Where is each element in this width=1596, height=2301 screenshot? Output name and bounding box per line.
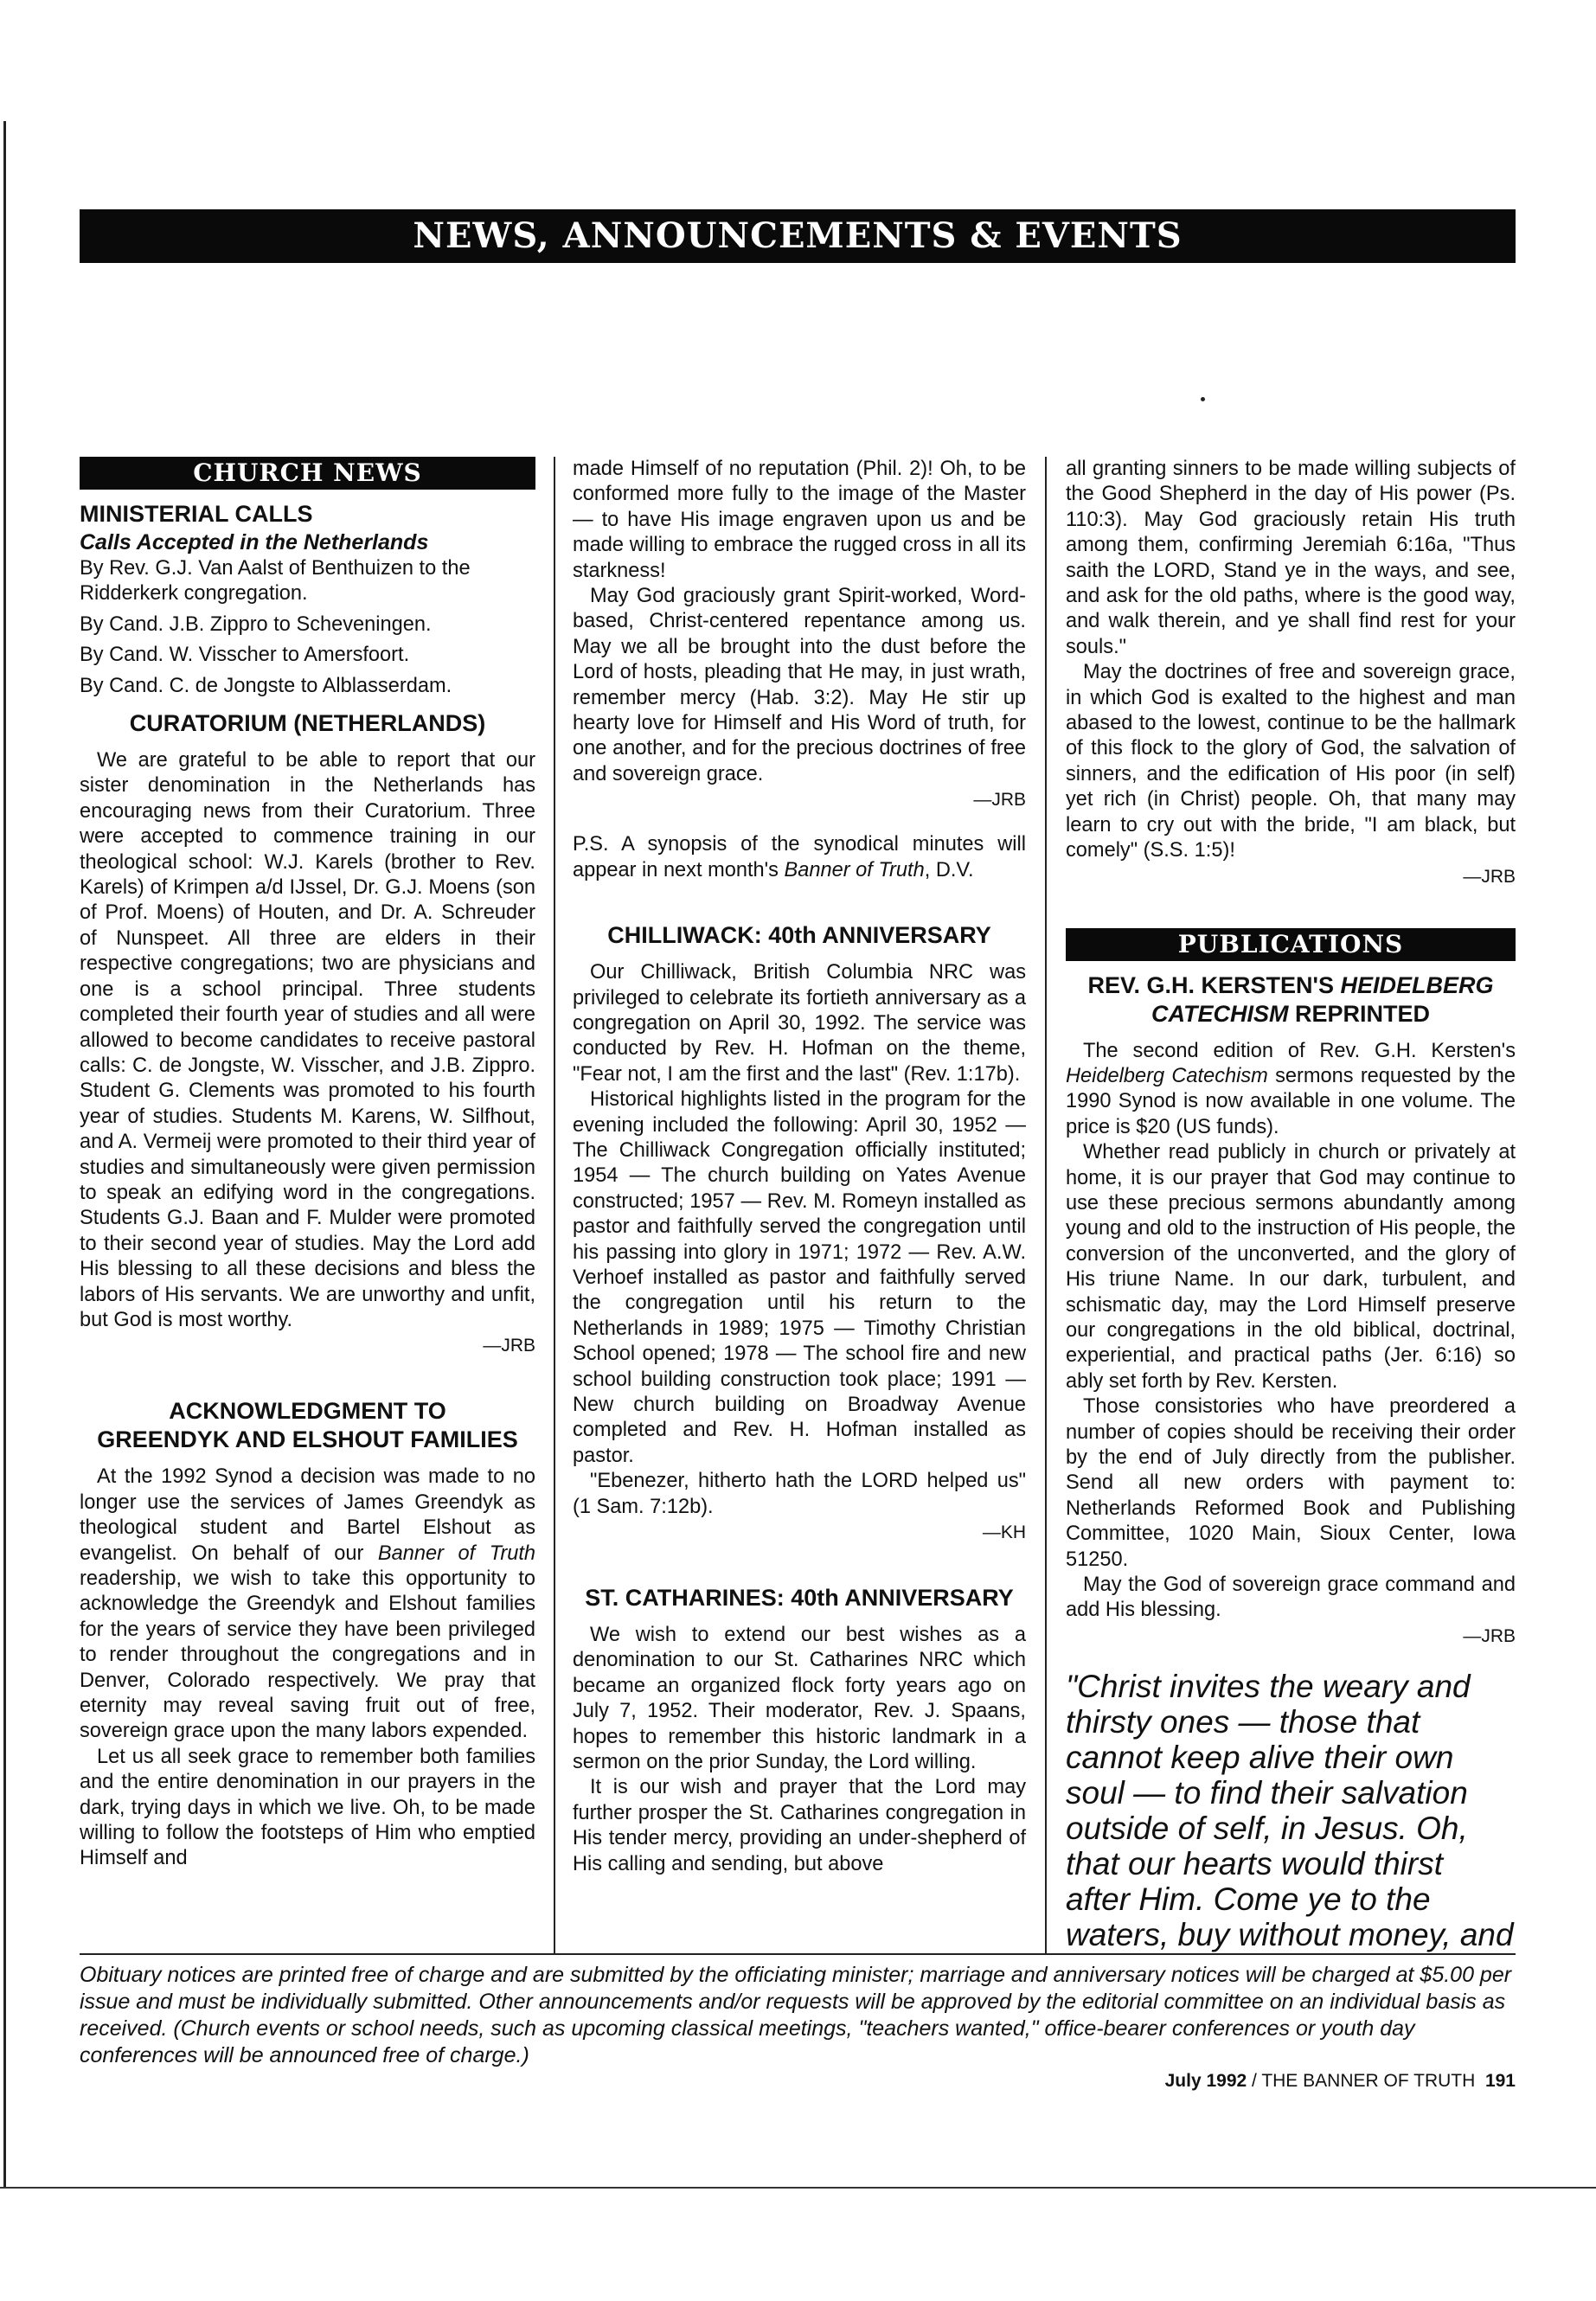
publications-paragraph-4: May the God of sovereign grace command and add His blessing. xyxy=(1066,1574,1516,1622)
st-catharines-paragraph-2-continued: all granting sinners to be made willing subjects of the Good Shepherd in the day of His power (Ps. 110:3). May God graciously retain His truth among them, confirming Jeremiah 6:16a, "Thus saith the LORD, Stand ye in the ways, and see, and ask for the old paths, where is the good way, and walk therein, and ye shall find rest for your souls." xyxy=(1066,458,1516,658)
banner-of-truth-title: Banner of Truth xyxy=(377,1541,536,1565)
publications-signature: —JRB xyxy=(1463,1625,1516,1646)
acknowledgment-heading-line1: ACKNOWLEDGMENT TO xyxy=(169,1398,446,1425)
ministerial-calls-heading: MINISTERIAL CALLS xyxy=(80,501,313,527)
scan-speck xyxy=(1201,397,1205,401)
chilliwack-paragraph-3: "Ebenezer, hitherto hath the LORD helped us" (1 Sam. 7:12b). xyxy=(573,1470,1026,1518)
column-3 xyxy=(1066,457,1516,1952)
chilliwack-signature: —KH xyxy=(982,1522,1026,1543)
acknowledgment-paragraph-2: Let us all seek grace to remember both families and the entire denomination in our prayers in the dark, trying days in which we live. Oh, to be made willing to follow the footsteps of Him who emptied Himself and xyxy=(80,1745,535,1870)
publications-paragraph-1: The second edition of Rev. G.H. Kersten's Heidelberg Catechism sermons requested by the 1990 Synod is now available in one volume. The price is $20 (US funds). xyxy=(1066,1039,1516,1138)
column-1 xyxy=(80,457,535,1872)
chilliwack-paragraph-2: Historical highlights listed in the program for the evening included the following: April 30, 1952 — The Chilliwack Congregation officially instituted; 1954 — The church building on Yates Avenue constructed; 1957 — Rev. M. Romeyn installed as pastor and faithfully served the congregation until his passing into glory in 1971; 1972 — Rev. A.W. Verhoef installed as pastor and faithfully served the congregation until his return to the Netherlands in 1989; 1975 — Timothy Christian School opened; 1978 — The school fire and new school building construction took place; 1991 — New church building on Broadway Avenue completed and Rev. H. Hofman installed as pastor. xyxy=(573,1088,1026,1467)
column-divider-2 xyxy=(1045,457,1047,1953)
folio-separator: / xyxy=(1247,2071,1262,2091)
acknowledgment-signature: —JRB xyxy=(973,790,1026,811)
chilliwack-paragraph-1: Our Chilliwack, British Columbia NRC was privileged to celebrate its fortieth anniversary as a congregation on April 30, 1992. The service was conducted by Rev. H. Hofman on the theme, "Fear not, I am the first and the last" (Rev. 1:17b). xyxy=(573,961,1026,1086)
heidelberg-catechism-title: Heidelberg Catechism xyxy=(1066,1064,1268,1087)
publications-paragraph-3: Those consistories who have preordered a number of copies should be receiving their order by the end of July directly from the publisher. Send all new orders with payment to: Netherlands Reformed Book and Publishing Committee, 1020 Main, Sioux Center, Iowa 51250. xyxy=(1066,1395,1516,1571)
call-item: By Cand. W. Visscher to Amersfoort. xyxy=(80,644,410,667)
calls-accepted-subheading: Calls Accepted in the Netherlands xyxy=(80,530,429,554)
acknowledgment-paragraph-3: May God graciously grant Spirit-worked, Word-based, Christ-centered repentance among us. May we all be brought into the dust before the Lord of hosts, pleading that He may, in just wrath, remember mercy (Hab. 3:2). May He stir up hearty love for Himself and His Word of truth, for one another, and for the precious doctrines of free and sovereign grace. xyxy=(573,585,1026,785)
publications-heading-line2: CATECHISM REPRINTED xyxy=(1151,1000,1431,1027)
pull-quote: "Christ invites the weary and thirsty ones — those that cannot keep alive their own soul — to find their salvation outside of self, in Jesus. Oh, that our hearts would thirst after Him. Come ye to the waters, buy without money, and xyxy=(1066,1668,1514,1952)
st-catharines-paragraph-3: May the doctrines of free and sovereign grace, in which God is exalted to the highest and man abased to the lowest, continue to be the hallmark of this flock to the glory of God, the salvation of sinners, and the edification of His poor (in self) yet rich (in Christ) people. Oh, that many may learn to cry out with the bride, "I am black, but comely" (S.S. 1:5)! xyxy=(1066,661,1516,862)
folio xyxy=(1165,2069,1516,2093)
curatorium-signature: —JRB xyxy=(483,1336,535,1356)
call-item: By Rev. G.J. Van Aalst of Benthuizen to the Ridderkerk congregation. xyxy=(80,557,471,606)
call-item: By Cand. J.B. Zippro to Scheveningen. xyxy=(80,612,432,636)
page-title: NEWS, ANNOUNCEMENTS & EVENTS xyxy=(80,209,1516,263)
church-news-bar: CHURCH NEWS xyxy=(80,457,535,490)
scan-edge-bottom xyxy=(0,2187,1596,2189)
call-item: By Cand. C. de Jongste to Alblasserdam. xyxy=(80,674,452,697)
column-2 xyxy=(573,457,1026,1877)
footer-note: Obituary notices are printed free of charge and are submitted by the officiating minister; marriage and anniversary notices will be charged at $5.00 per issue and must be individually submitted. Other announcements and/or requests will be approved by the editorial committee on an individual basis as received. (Church events or school needs, such as upcoming classical meetings, "teachers wanted," office-bearer conferences or youth day conferences will be announced free of charge.) xyxy=(80,1963,1512,2067)
acknowledgment-paragraph-1: At the 1992 Synod a decision was made to no longer use the services of James Greendyk as theological student and Bartel Elshout as evangelist. On behalf of our Banner of Truth readership, we wish to take this opportunity to acknowledge the Greendyk and Elshout families for the years of service they have been privileged to render throughout the congregations and in Denver, Colorado respectively. We pray that eternity may reveal saving fruit out of free, sovereign grace upon the many labors expended. xyxy=(80,1465,536,1743)
footer-rule xyxy=(80,1953,1516,1955)
st-catharines-heading: ST. CATHARINES: 40th ANNIVERSARY xyxy=(585,1585,1014,1612)
publications-heading-line1: REV. G.H. KERSTEN'S HEIDELBERG xyxy=(1087,971,1494,998)
column-divider-1 xyxy=(554,457,555,1953)
acknowledgment-paragraph-2-continued: made Himself of no reputation (Phil. 2)! Oh, to be conformed more fully to the image of the Master — to have His image engraven upon us and be made willing to embrace the rugged cross in all its starkness! xyxy=(573,458,1026,582)
curatorium-heading: CURATORIUM (NETHERLANDS) xyxy=(129,710,486,737)
acknowledgment-postscript: P.S. A synopsis of the synodical minutes will appear in next month's Banner of Truth, D.V. xyxy=(573,833,1026,881)
st-catharines-paragraph-2: It is our wish and prayer that the Lord may further prosper the St. Catharines congregation in His tender mercy, providing an under-shepherd of His calling and sending, but above xyxy=(573,1776,1026,1875)
folio-date: July 1992 xyxy=(1164,2071,1247,2091)
st-catharines-signature: —JRB xyxy=(1463,866,1516,887)
acknowledgment-heading-line2: GREENDYK AND ELSHOUT FAMILIES xyxy=(97,1426,518,1453)
curatorium-body: We are grateful to be able to report that our sister denomination in the Netherlands has encouraging news from their Curatorium. Three were accepted to commence training in our theological school: W.J. Karels (brother to Rev. Karels) of Krimpen a/d IJssel, Dr. G.J. Moens (son of Prof. Moens) of Houten, and Dr. A. Schreuder of Nunspeet. All three are elders in their respective congregations; two are physicians and one is a school principal. Three students completed their fourth year of studies and all were allowed to become candidates to receive pastoral calls: C. de Jongste, W. Visscher, and J.B. Zippro. Student G. Clements was promoted to his fourth year of studies. Students M. Karens, W. Silfhout, and A. Vermeij were promoted to their third year of studies and simultaneously were given permission to speak an edifying word in the congregations. Students G.J. Baan and F. Mulder were promoted to their second year of studies. May the Lord add His blessing to all these decisions and bless the labors of His servants. We are unworthy and unfit, but God is most worthy. xyxy=(80,749,535,1331)
scan-edge-left xyxy=(3,121,6,2189)
banner-of-truth-title: Banner of Truth xyxy=(784,858,925,881)
publications-bar: PUBLICATIONS xyxy=(1066,928,1516,961)
page-number: 191 xyxy=(1484,2071,1516,2091)
folio-publication: THE BANNER OF TRUTH xyxy=(1261,2071,1476,2091)
chilliwack-heading: CHILLIWACK: 40th ANNIVERSARY xyxy=(607,922,991,949)
st-catharines-paragraph-1: We wish to extend our best wishes as a denomination to our St. Catharines NRC which became an organized flock forty years ago on July 7, 1952. Their moderator, Rev. J. Spaans, hopes to remember this historic landmark in a sermon on the prior Sunday, the Lord willing. xyxy=(573,1624,1026,1774)
publications-paragraph-2: Whether read publicly in church or privately at home, it is our prayer that God may continue to use these precious sermons abundantly among young and old to the instruction of His people, the conversion of the unconverted, and the glory of His triune Name. In our dark, turbulent, and schismatic day, may the Lord Himself preserve our congregations in the old biblical, doctrinal, experiential, and practical paths (Jer. 6:16) so ably set forth by Rev. Kersten. xyxy=(1066,1141,1516,1393)
